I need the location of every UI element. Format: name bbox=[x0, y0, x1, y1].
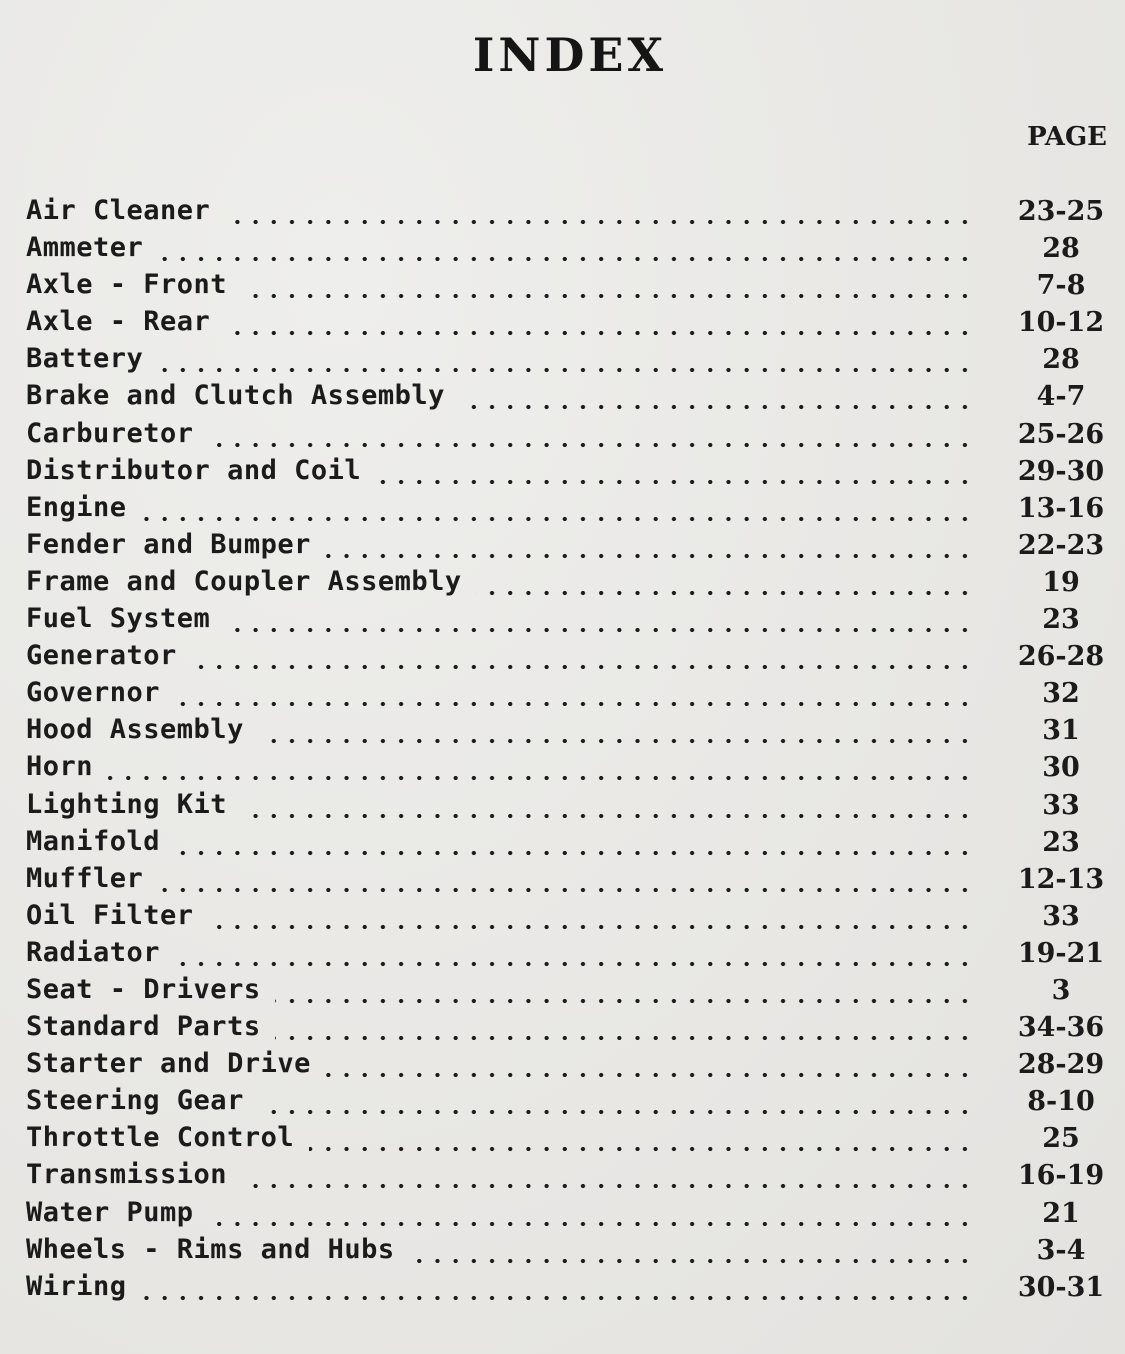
entry-label: Brake and Clutch Assembly bbox=[26, 380, 445, 412]
index-entry bbox=[26, 1231, 1111, 1268]
dot-leader bbox=[325, 1051, 974, 1079]
index-entry bbox=[26, 489, 1111, 526]
entry-page-number: 13-16 bbox=[1017, 492, 1105, 524]
index-entry bbox=[26, 1268, 1111, 1305]
dot-leader bbox=[141, 1274, 974, 1302]
index-entry bbox=[26, 971, 1111, 1008]
entry-page-number: 10-12 bbox=[1017, 307, 1105, 339]
entry-label: Standard Parts bbox=[26, 1011, 261, 1043]
entry-page-number: 23-25 bbox=[1017, 196, 1105, 227]
entry-page-number: 30-31 bbox=[1017, 1271, 1105, 1303]
dot-leader bbox=[175, 940, 974, 968]
entry-label: Axle - Front bbox=[26, 269, 228, 301]
page-title: INDEX bbox=[472, 28, 668, 82]
index-entries-list bbox=[26, 192, 1111, 1305]
entry-page-number: 33 bbox=[1042, 789, 1080, 821]
entry-label: Generator bbox=[26, 640, 177, 672]
dot-leader bbox=[258, 1088, 974, 1116]
index-entry bbox=[26, 377, 1111, 414]
entry-page-number: 32 bbox=[1042, 678, 1080, 710]
entry-label: Manifold bbox=[26, 825, 161, 857]
index-entry bbox=[26, 1156, 1111, 1193]
dot-leader bbox=[242, 1162, 974, 1190]
index-entry bbox=[26, 823, 1111, 860]
entry-label: Oil Filter bbox=[26, 899, 194, 931]
index-entry bbox=[26, 303, 1111, 340]
dot-leader bbox=[108, 754, 974, 782]
index-entry bbox=[26, 415, 1111, 452]
entry-label: Steering Gear bbox=[26, 1085, 244, 1117]
page-column-header: PAGE bbox=[1027, 122, 1107, 152]
index-entry bbox=[26, 1194, 1111, 1231]
entry-label: Axle - Rear bbox=[26, 306, 211, 338]
entry-label: Wiring bbox=[26, 1270, 127, 1302]
entry-label: Horn bbox=[26, 751, 94, 783]
dot-leader bbox=[225, 309, 974, 337]
entry-page-number: 8-10 bbox=[1027, 1086, 1095, 1118]
dot-leader bbox=[191, 643, 974, 671]
dot-leader bbox=[208, 903, 974, 931]
index-entry bbox=[26, 600, 1111, 637]
entry-page-number: 28 bbox=[1042, 233, 1080, 265]
entry-label: Governor bbox=[26, 677, 161, 709]
dot-leader bbox=[376, 458, 974, 486]
index-entry bbox=[26, 897, 1111, 934]
dot-leader bbox=[459, 383, 974, 411]
entry-label: Throttle Control bbox=[26, 1122, 295, 1154]
dot-leader bbox=[242, 792, 974, 820]
entry-label: Water Pump bbox=[26, 1196, 194, 1228]
entry-page-number: 3-4 bbox=[1036, 1234, 1086, 1266]
index-entry bbox=[26, 748, 1111, 785]
entry-page-number: 7-8 bbox=[1036, 270, 1086, 302]
entry-page-number: 12-13 bbox=[1017, 863, 1105, 895]
index-entry bbox=[26, 229, 1111, 266]
entry-page-number: 33 bbox=[1042, 900, 1080, 932]
dot-leader bbox=[275, 977, 974, 1005]
dot-leader bbox=[141, 495, 974, 523]
index-entry bbox=[26, 563, 1111, 600]
entry-page-number: 22-23 bbox=[1017, 529, 1105, 561]
entry-page-number: 23 bbox=[1042, 604, 1080, 636]
entry-label: Radiator bbox=[26, 936, 161, 968]
entry-page-number: 4-7 bbox=[1036, 381, 1086, 413]
index-entry bbox=[26, 1045, 1111, 1082]
dot-leader bbox=[242, 272, 974, 300]
dot-leader bbox=[258, 717, 974, 745]
entry-label: Carburetor bbox=[26, 417, 194, 449]
entry-label: Transmission bbox=[26, 1159, 228, 1191]
entry-label: Engine bbox=[26, 491, 127, 523]
entry-label: Fender and Bumper bbox=[26, 528, 311, 560]
dot-leader bbox=[225, 198, 974, 226]
dot-leader bbox=[175, 680, 974, 708]
dot-leader bbox=[158, 346, 974, 374]
dot-leader bbox=[208, 421, 974, 449]
entry-label: Distributor and Coil bbox=[26, 454, 362, 486]
entry-page-number: 34-36 bbox=[1017, 1012, 1105, 1044]
index-entry bbox=[26, 340, 1111, 377]
dot-leader bbox=[325, 532, 974, 560]
index-entry bbox=[26, 452, 1111, 489]
index-entry bbox=[26, 934, 1111, 971]
entry-page-number: 16-19 bbox=[1017, 1160, 1105, 1192]
entry-page-number: 23 bbox=[1042, 826, 1080, 858]
index-entry bbox=[26, 674, 1111, 711]
entry-label: Starter and Drive bbox=[26, 1048, 311, 1080]
entry-label: Wheels - Rims and Hubs bbox=[26, 1233, 395, 1265]
index-entry bbox=[26, 526, 1111, 563]
entry-label: Fuel System bbox=[26, 603, 211, 635]
index-entry bbox=[26, 786, 1111, 823]
index-entry bbox=[26, 637, 1111, 674]
entry-label: Muffler bbox=[26, 862, 144, 894]
entry-page-number: 28 bbox=[1042, 344, 1080, 376]
dot-leader bbox=[409, 1237, 974, 1265]
entry-page-number: 19-21 bbox=[1017, 937, 1105, 969]
index-entry bbox=[26, 711, 1111, 748]
entry-page-number: 25 bbox=[1042, 1123, 1080, 1155]
index-entry bbox=[26, 1008, 1111, 1045]
dot-leader bbox=[175, 829, 974, 857]
entry-label: Seat - Drivers bbox=[26, 973, 261, 1005]
entry-page-number: 25-26 bbox=[1017, 418, 1105, 450]
index-entry bbox=[26, 1082, 1111, 1119]
index-entry bbox=[26, 192, 1111, 229]
dot-leader bbox=[309, 1125, 974, 1153]
entry-page-number: 26-28 bbox=[1017, 641, 1105, 673]
dot-leader bbox=[208, 1200, 974, 1228]
entry-page-number: 31 bbox=[1042, 715, 1080, 747]
entry-page-number: 28-29 bbox=[1017, 1049, 1105, 1081]
entry-label: Hood Assembly bbox=[26, 714, 244, 746]
entry-page-number: 21 bbox=[1042, 1197, 1080, 1229]
entry-page-number: 19 bbox=[1042, 566, 1080, 598]
entry-page-number: 29-30 bbox=[1017, 455, 1105, 487]
entry-label: Air Cleaner bbox=[26, 195, 211, 226]
dot-leader bbox=[158, 866, 974, 894]
dot-leader bbox=[225, 606, 974, 634]
dot-leader bbox=[476, 569, 974, 597]
dot-leader bbox=[158, 235, 974, 263]
entry-label: Frame and Coupler Assembly bbox=[26, 565, 462, 597]
index-entry bbox=[26, 266, 1111, 303]
entry-page-number: 3 bbox=[1051, 974, 1071, 1006]
index-entry bbox=[26, 860, 1111, 897]
entry-label: Ammeter bbox=[26, 232, 144, 264]
entry-label: Battery bbox=[26, 343, 144, 375]
index-entry bbox=[26, 1119, 1111, 1156]
entry-label: Lighting Kit bbox=[26, 788, 228, 820]
entry-page-number: 30 bbox=[1042, 752, 1080, 784]
dot-leader bbox=[275, 1014, 974, 1042]
